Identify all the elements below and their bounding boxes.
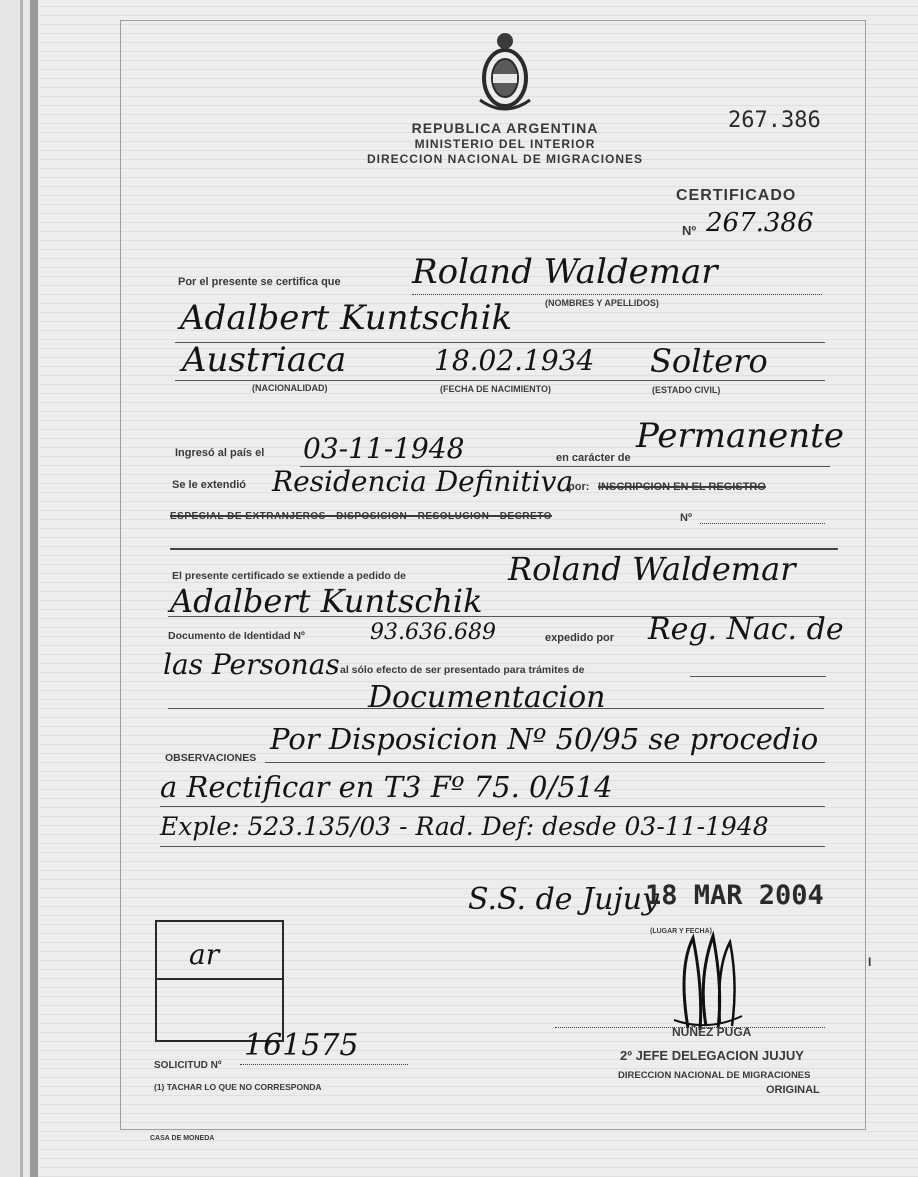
expedido-value-line2: las Personas bbox=[163, 648, 340, 681]
birth-date-value: 18.02.1934 bbox=[434, 344, 595, 377]
birth-date-caption: (FECHA DE NACIMIENTO) bbox=[440, 384, 551, 394]
printer-mark: CASA DE MONEDA bbox=[150, 1135, 215, 1142]
observaciones-rule3 bbox=[160, 846, 825, 847]
caracter-label: en carácter de bbox=[556, 452, 631, 464]
solicitud-dotted bbox=[240, 1064, 408, 1065]
official-box bbox=[155, 920, 284, 1042]
document-number-top: 267.386 bbox=[728, 108, 821, 133]
efecto-label: al sólo efecto de ser presentado para trámites de bbox=[340, 664, 585, 676]
nationality-caption: (NACIONALIDAD) bbox=[252, 383, 328, 393]
caracter-value: Permanente bbox=[636, 416, 844, 456]
certificado-title: CERTIFICADO bbox=[676, 187, 797, 204]
civil-status-caption: (ESTADO CIVIL) bbox=[652, 385, 721, 395]
observaciones-line1: Por Disposicion Nº 50/95 se procedio bbox=[270, 722, 819, 756]
especial-num-label: Nº bbox=[680, 512, 692, 524]
especial-struck-text: ESPECIAL DE EXTRANJEROS - DISPOSICION - RESOLUCION - DECRETO bbox=[170, 511, 552, 522]
name-line1-rule bbox=[412, 294, 822, 295]
intro-label: Por el presente se certifica que bbox=[178, 276, 341, 288]
expedido-label: expedido por bbox=[545, 632, 615, 644]
solicitud-label: SOLICITUD Nº bbox=[154, 1060, 222, 1071]
coat-of-arms-seal bbox=[474, 30, 536, 116]
efecto-rule bbox=[690, 676, 826, 677]
expedido-value: Reg. Nac. de bbox=[648, 612, 844, 647]
documento-label: Documento de Identidad Nº bbox=[168, 630, 305, 642]
names-caption: (NOMBRES Y APELLIDOS) bbox=[545, 298, 659, 308]
ministerio-heading: MINISTERIO DEL INTERIOR bbox=[414, 137, 596, 151]
signatory-title: 2º JEFE DELEGACION JUJUY bbox=[620, 1048, 804, 1063]
name-line1: Roland Waldemar bbox=[412, 252, 718, 292]
civil-status-value: Soltero bbox=[650, 342, 768, 380]
adjacent-page-strip bbox=[0, 0, 30, 1177]
tramite-rule bbox=[168, 708, 824, 709]
por-struck-text: INSCRIPCION EN EL REGISTRO bbox=[598, 481, 766, 493]
republica-heading: REPUBLICA ARGENTINA bbox=[411, 120, 599, 136]
observaciones-label: OBSERVACIONES bbox=[165, 752, 257, 764]
original-label: ORIGINAL bbox=[766, 1084, 820, 1096]
requester-line2: Adalbert Kuntschik bbox=[170, 582, 483, 620]
name-line2: Adalbert Kuntschik bbox=[180, 298, 513, 338]
observaciones-rule1 bbox=[265, 762, 825, 763]
certificado-num-prefix: Nº bbox=[682, 223, 697, 238]
page-edge-shadow bbox=[20, 0, 23, 1177]
extiende-label: El presente certificado se extiende a pedido de bbox=[172, 570, 406, 582]
solicitud-number: 161575 bbox=[244, 1028, 359, 1063]
nationality-value: Austriaca bbox=[182, 340, 347, 380]
observaciones-line3: Exple: 523.135/03 - Rad. Def: desde 03-11-1948 bbox=[160, 812, 769, 841]
issue-date-stamp: 18 MAR 2004 bbox=[645, 880, 824, 911]
ingreso-label: Ingresó al país el bbox=[175, 447, 265, 459]
handwritten-signature bbox=[668, 928, 748, 1038]
por-label: por: bbox=[568, 481, 590, 493]
signatory-name: NUÑEZ PUGA bbox=[672, 1025, 752, 1039]
page-mark: I bbox=[868, 955, 872, 969]
direccion-heading: DIRECCION NACIONAL DE MIGRACIONES bbox=[366, 152, 644, 166]
nationality-row-rule bbox=[175, 380, 825, 381]
footnote-text: (1) TACHAR LO QUE NO CORRESPONDA bbox=[154, 1082, 322, 1092]
ingreso-date-value: 03-11-1948 bbox=[303, 432, 465, 465]
place-value: S.S. de Jujuy bbox=[468, 882, 659, 917]
observaciones-rule2 bbox=[160, 806, 825, 807]
requester-line1: Roland Waldemar bbox=[508, 550, 796, 588]
official-box-mark: ar bbox=[189, 938, 220, 971]
official-box-divider bbox=[157, 978, 282, 980]
especial-dotted bbox=[700, 523, 825, 524]
extendio-label: Se le extendió bbox=[172, 479, 246, 491]
documento-number: 93.636.689 bbox=[370, 620, 496, 645]
extendio-value: Residencia Definitiva bbox=[272, 465, 574, 498]
observaciones-line2: a Rectificar en T3 Fº 75. 0/514 bbox=[160, 770, 613, 804]
tramite-value: Documentacion bbox=[368, 680, 606, 715]
certificado-number: 267.386 bbox=[706, 208, 814, 238]
signatory-org: DIRECCION NACIONAL DE MIGRACIONES bbox=[618, 1070, 811, 1081]
place-date-caption: (LUGAR Y FECHA) bbox=[650, 928, 712, 935]
